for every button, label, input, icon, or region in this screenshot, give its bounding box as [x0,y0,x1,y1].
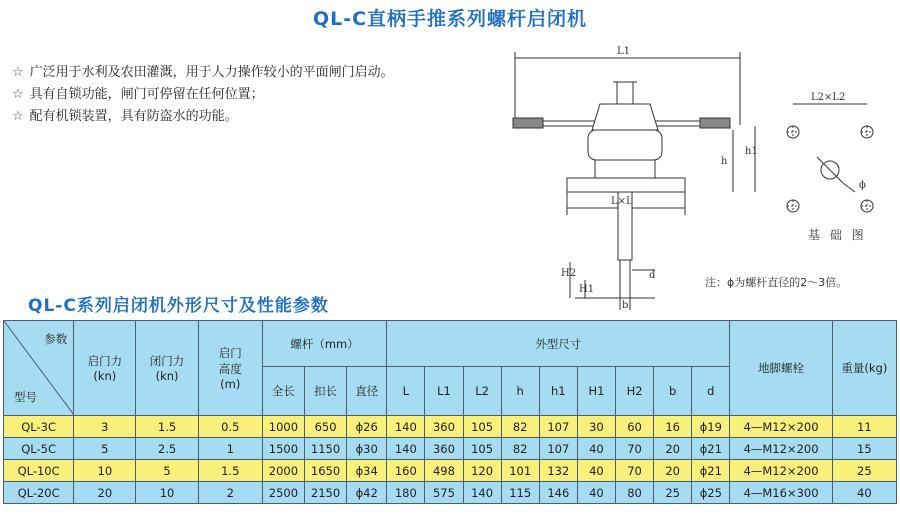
header-anchor-bolt: 地脚螺栓 [730,321,832,416]
table-cell: 107 [539,416,577,438]
table-cell: 15 [832,438,896,460]
model-cell: QL-20C [4,482,74,504]
model-cell: QL-3C [4,416,74,438]
table-cell: 80 [616,482,654,504]
label-h: h [721,156,728,167]
table-cell: 575 [425,482,463,504]
feature-text: 广泛用于水利及农田灌溉，用于人力操作较小的平面闸门启动。 [29,65,394,80]
header-thread-length: 扣长 [304,367,346,416]
feature-item [12,84,394,106]
label-d: d [649,270,656,281]
star-icon: ☆ [12,109,24,124]
table-cell: 40 [577,438,615,460]
table-cell: 132 [539,460,577,482]
table-cell: 11 [832,416,896,438]
table-cell: 25 [654,482,692,504]
table-cell: 1 [198,438,262,460]
label-b: b [622,300,629,310]
feature-item [12,62,394,84]
parameter-table [3,320,897,504]
header-diameter: 直径 [347,367,387,416]
header-weight: 重量(kg) [832,321,896,416]
table-cell: ϕ19 [692,416,730,438]
table-cell: 1150 [304,438,346,460]
table-cell: 180 [387,482,425,504]
table-cell: 498 [425,460,463,482]
table-cell: 146 [539,482,577,504]
table-cell: 105 [463,416,501,438]
diagram-note: 注：ϕ为螺杆直径的2～3倍。 [705,276,848,289]
table-cell: 160 [387,460,425,482]
table-cell: 40 [577,482,615,504]
table-cell: 60 [616,416,654,438]
table-cell: 1.5 [136,416,198,438]
table-cell: ϕ25 [692,482,730,504]
table-cell: 2000 [262,460,304,482]
table-cell: 1.5 [198,460,262,482]
label-LxL: L×L [611,196,633,207]
header-screw: 螺杆（mm） [262,321,386,367]
table-cell: ϕ30 [347,438,387,460]
model-cell: QL-10C [4,460,74,482]
table-cell: 5 [136,460,198,482]
table-cell: 1500 [262,438,304,460]
base-diagram-label: 基 础 图 [808,228,867,242]
table-cell: ϕ26 [347,416,387,438]
header-dim-d: d [692,367,730,416]
table-cell: 4—M12×200 [730,438,832,460]
table-cell: 30 [577,416,615,438]
table-cell: ϕ21 [692,460,730,482]
section-title: QL-C系列启闭机外形尺寸及性能参数 [28,296,329,316]
feature-text: 配有机锁装置，具有防盗水的功能。 [29,109,238,124]
technical-drawing [495,30,895,310]
header-dim-L1: L1 [425,367,463,416]
corner-top-label: 参数 [44,332,68,346]
table-cell: 1650 [304,460,346,482]
corner-bottom-label: 型号 [14,390,37,404]
table-row [4,438,897,460]
table-cell: 20 [654,438,692,460]
label-L2xL2: L2×L2 [811,92,846,103]
header-lift-height: 启门 高度 (m) [198,321,262,416]
header-dim-H1: H1 [577,367,615,416]
star-icon: ☆ [12,65,24,80]
page-title: QL-C直柄手推系列螺杆启闭机 [312,8,588,30]
table-cell: 70 [616,438,654,460]
table-cell: 82 [501,416,539,438]
table-cell: 1000 [262,416,304,438]
table-cell: 25 [832,460,896,482]
header-close-force: 闭门力 (kn) [136,321,198,416]
table-row [4,460,897,482]
table-cell: 40 [832,482,896,504]
table-cell: 70 [616,460,654,482]
table-cell: 115 [501,482,539,504]
model-cell: QL-5C [4,438,74,460]
table-row [4,416,897,438]
header-dim-H2: H2 [616,367,654,416]
table-cell: 140 [387,416,425,438]
label-L1: L1 [617,46,631,57]
table-cell: 101 [501,460,539,482]
table-cell: 5 [74,438,136,460]
header-dim-b: b [654,367,692,416]
table-cell: 2 [198,482,262,504]
star-icon: ☆ [12,87,24,102]
header-open-force: 启门力 (kn) [74,321,136,416]
table-cell: 16 [654,416,692,438]
header-dim-L: L [387,367,425,416]
label-phi: ϕ [859,180,866,191]
table-cell: 2.5 [136,438,198,460]
table-row [4,482,897,504]
table-cell: 2150 [304,482,346,504]
table-cell: 4—M16×300 [730,482,832,504]
table-cell: 140 [387,438,425,460]
feature-list [12,62,394,128]
table-cell: 2500 [262,482,304,504]
feature-item [12,106,394,128]
table-cell: 82 [501,438,539,460]
table-cell: 4—M12×200 [730,460,832,482]
table-cell: 20 [74,482,136,504]
table-cell: 650 [304,416,346,438]
corner-header [4,321,74,416]
table-cell: 360 [425,438,463,460]
table-cell: 20 [654,460,692,482]
table-cell: 3 [74,416,136,438]
label-H1: H1 [579,284,595,295]
table-cell: 0.5 [198,416,262,438]
header-dim-h: h [501,367,539,416]
header-dim-h1: h1 [539,367,577,416]
table-cell: 107 [539,438,577,460]
table-cell: 105 [463,438,501,460]
table-cell: 120 [463,460,501,482]
label-h1: h1 [745,146,758,157]
table-cell: ϕ34 [347,460,387,482]
table-cell: ϕ21 [692,438,730,460]
header-screw-length: 全长 [262,367,304,416]
table-cell: ϕ42 [347,482,387,504]
table-cell: 40 [577,460,615,482]
table-cell: 4—M12×200 [730,416,832,438]
table-cell: 360 [425,416,463,438]
header-dimensions: 外型尺寸 [387,321,730,367]
table-cell: 140 [463,482,501,504]
table-cell: 10 [136,482,198,504]
label-H2: H2 [561,268,577,279]
table-body [4,416,897,504]
header-dim-L2: L2 [463,367,501,416]
table-cell: 10 [74,460,136,482]
feature-text: 具有自锁功能，闸门可停留在任何位置； [29,87,264,102]
